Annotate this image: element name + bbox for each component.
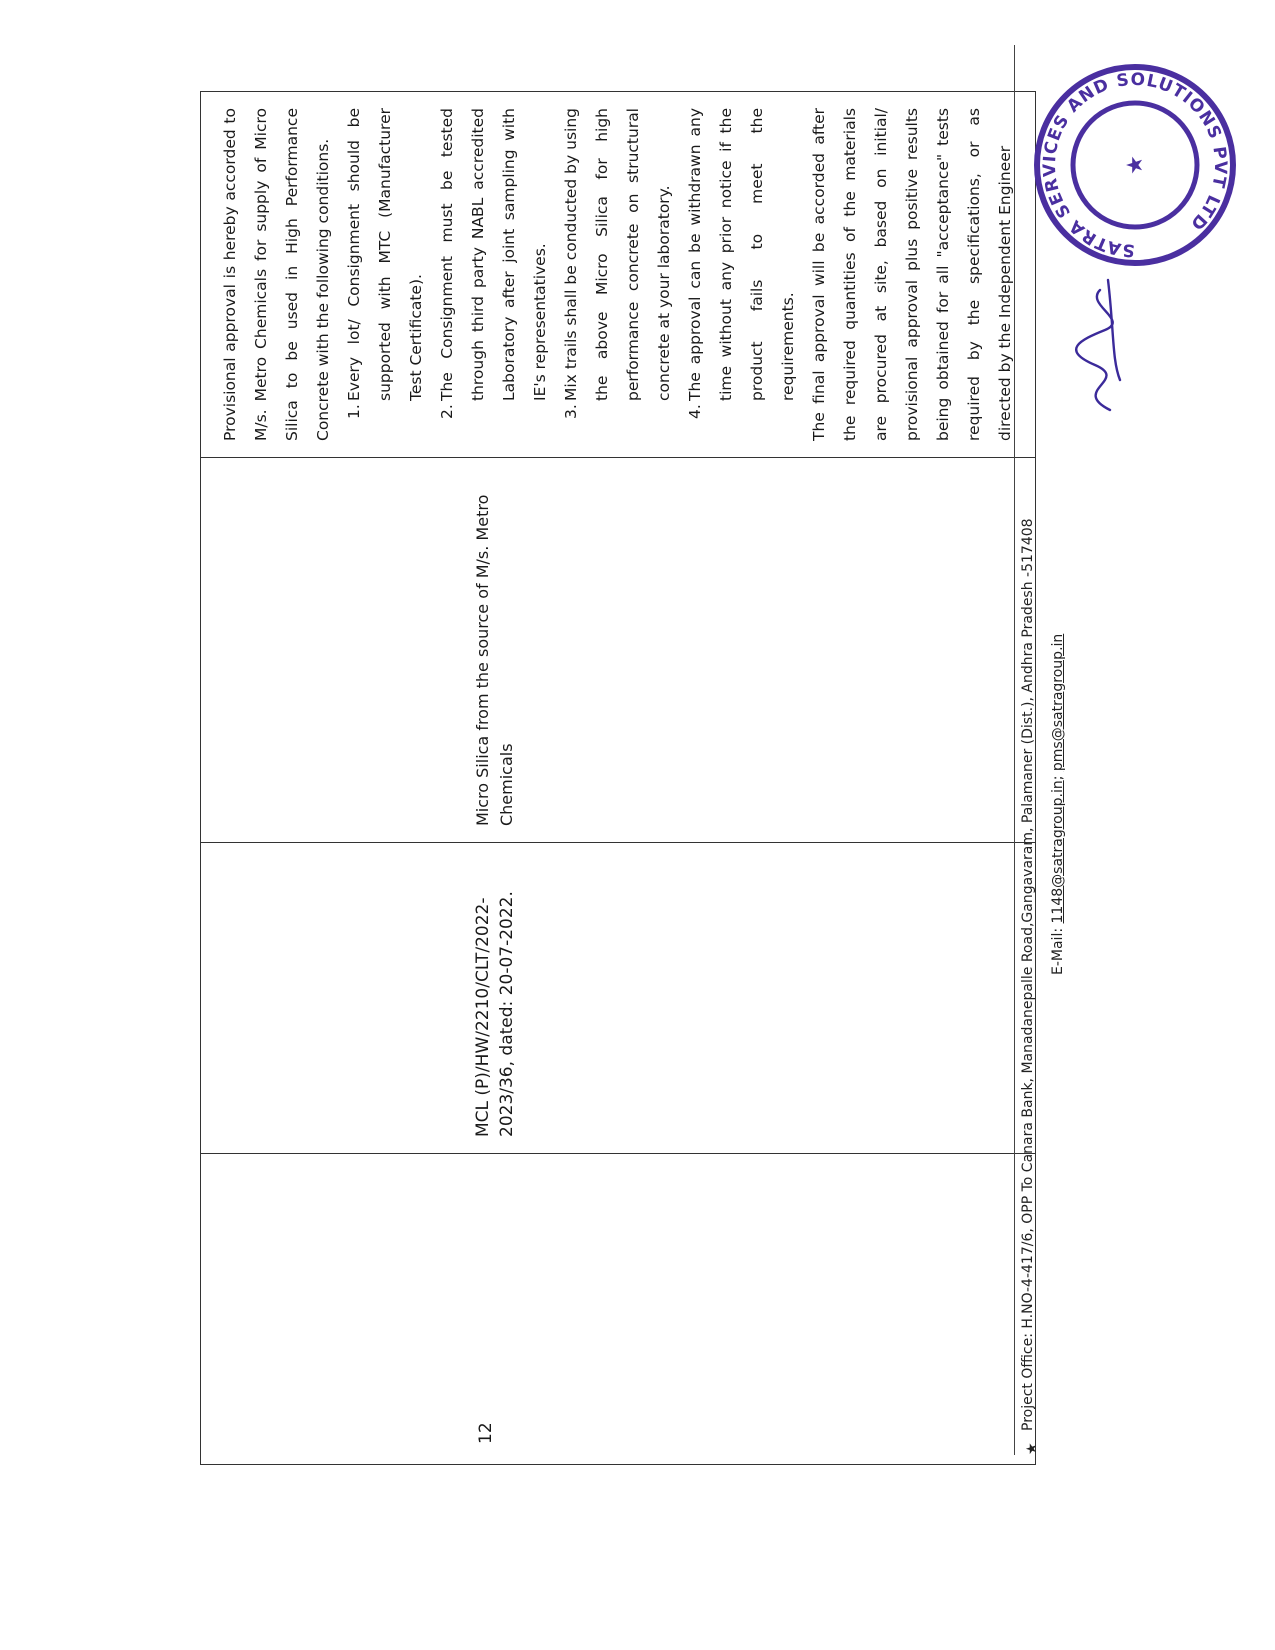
conditions-list [339, 108, 804, 441]
footer-divider [1014, 45, 1015, 1455]
remarks-intro: Provisional approval is hereby accorded to M/s. Metro Chemicals for supply of Micro Silica to be used in High Performance Concrete with the following conditions. [221, 108, 332, 441]
item-cell [201, 458, 1036, 843]
reference-text: MCL (P)/HW/2210/CLT/2022-2023/36, dated: 20-07-2022. [473, 891, 517, 1137]
condition-number: 4. [686, 404, 704, 419]
list-item [339, 108, 432, 441]
seal-text: SATRA SERVICES AND SOLUTIONS PVT LTD [1039, 69, 1231, 261]
condition-number: 3. [562, 404, 580, 419]
list-item [432, 108, 556, 441]
remarks-cell [201, 92, 1036, 458]
seal-star-icon: ★ [1123, 155, 1148, 175]
email-label: E-Mail: [1050, 923, 1066, 975]
condition-text: The Consignment must be tested through third party NABL accredited Laboratory after joint sampling with IE's representatives. [438, 108, 549, 401]
company-seal-icon [1030, 60, 1240, 270]
remarks-final: The final approval will be accorded after the required quantities of the materials are procured at site, based on initial/ provisional approval plus positive results being obtained for all "acceptance" tests required by the specifications, or as directed by the Independent Engineer [810, 108, 1014, 441]
email-separator: ; [1050, 771, 1066, 781]
list-item [556, 108, 680, 441]
condition-text: The approval can be withdrawn any time without any prior notice if the product fails to meet the requirements. [686, 108, 797, 401]
serial-number: 12 [476, 1422, 496, 1444]
reference-cell [201, 843, 1036, 1154]
signature-icon [1050, 270, 1140, 420]
condition-text: Every lot/ Consignment should be supported with MTC (Manufacturer Test Certificate). [345, 108, 425, 401]
footer-address: Project Office: H.NO-4-417/6, OPP To Canara Bank, Manadanepalle Road,Gangavaram, Palamaner (Dist.), Andhra Pradesh -517408 [1020, 518, 1036, 1431]
table-row [201, 92, 1036, 1465]
serial-number-cell [201, 1154, 1036, 1465]
footer-email [1050, 634, 1066, 975]
email-link-2[interactable]: pms@satragroup.in [1050, 633, 1066, 772]
list-item [680, 108, 804, 441]
condition-number: 2. [438, 404, 456, 419]
email-link-1[interactable]: 1148@satragroup.in [1050, 780, 1066, 924]
condition-number: 1. [345, 404, 363, 419]
condition-text: Mix trails shall be conducted by using the above Micro Silica for high performance concrete on structural concrete at your laboratory. [562, 108, 673, 401]
item-text: Micro Silica from the source of M/s. Metro Chemicals [473, 494, 516, 826]
star-icon: ★ [1024, 1442, 1040, 1455]
approval-table [200, 91, 1036, 1465]
